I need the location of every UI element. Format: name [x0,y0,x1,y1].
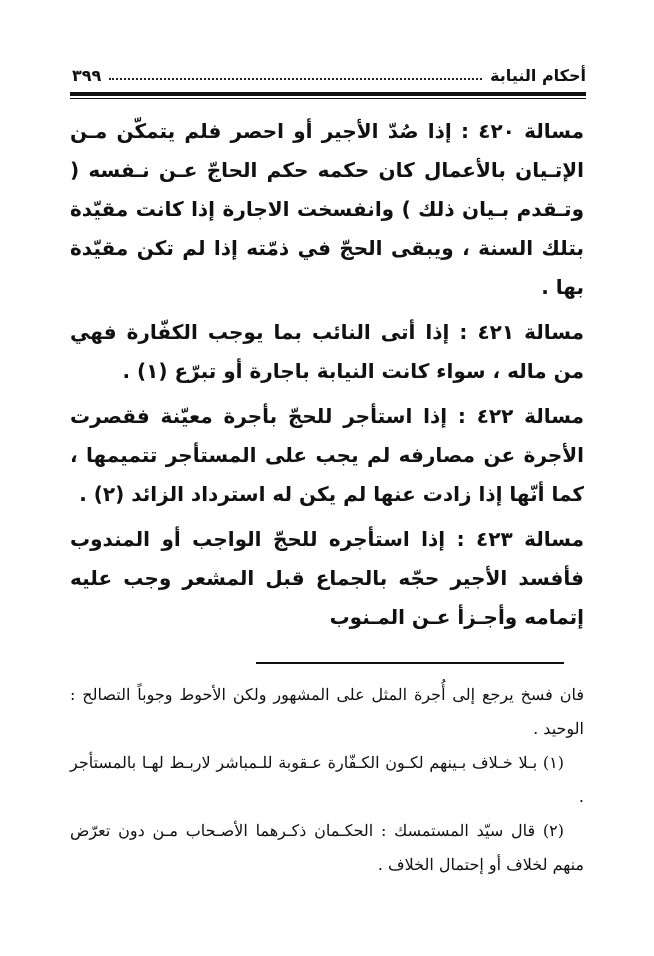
footnotes [70,678,584,882]
header-rule-thin [70,98,586,99]
main-text [70,112,584,643]
issue-paragraph [70,397,584,514]
issue-text: إذا استأجر للحجّ بأجرة معيّنة فقصرت الأجرة عن مصارفه لم يجب على المستأجر تتميمها ، كما أنّها إذا زادت عنها لم يكن له استرداد الزائد (٢) . [70,404,584,506]
header-dot-leader [109,78,482,80]
issue-text: إذا أتى النائب بما يوجب الكفّارة فهي من ماله ، سواء كانت النيابة باجارة أو تبرّع (١) . [70,320,584,383]
footnote-separator [256,662,564,664]
header-rule-thick [70,92,586,96]
footnote-continuation: فان فسخ يرجع إلى أُجرة المثل على المشهور ولكن الأحوط وجوباً التصالح : الوحيد . [70,685,584,738]
issue-label: مسالة ٤٢٢ : [457,404,584,428]
issue-text: إذا صُدّ الأجير أو احصر فلم يتمكّن مـن الإتـيان بالأعمال كان حكمه حكم الحاجّ عـن نـفسه ( وتـقدم بـيان ذلك ) وانفسخت الاجارة إذا كانت مقيّدة بتلك السنة ، ويبقى الحجّ في ذمّته إذا لم تكن مقيّدة بها . [70,119,584,299]
footnote-item: (٢) قال سيّد المستمسك : الحكـمان ذكـرهما الأصـحاب مـن دون تعرّض منهم لخلاف أو إحتمال الخلاف . [70,821,584,874]
issue-label: مسالة ٤٢٣ : [456,527,584,551]
issue-paragraph [70,313,584,391]
issue-paragraph [70,520,584,637]
header-title: أحكام النيابة [490,65,586,85]
issue-text: إذا استأجره للحجّ الواجب أو المندوب فأفسد الأجير حجّه بالجماع قبل المشعر وجب عليه إتمامه وأجـزأ عـن المـنوب [70,527,584,629]
issue-label: مسالة ٤٢٠ : [461,119,585,143]
issue-paragraph [70,112,584,307]
running-header [72,62,586,88]
issue-label: مسالة ٤٢١ : [459,320,585,344]
page-number: ٣٩٩ [72,65,102,85]
footnote-item: (١) بـلا خـلاف بـينهم لكـون الكـفّارة عـقوبة للـمباشر لاربـط لهـا بالمستأجر . [70,753,584,806]
